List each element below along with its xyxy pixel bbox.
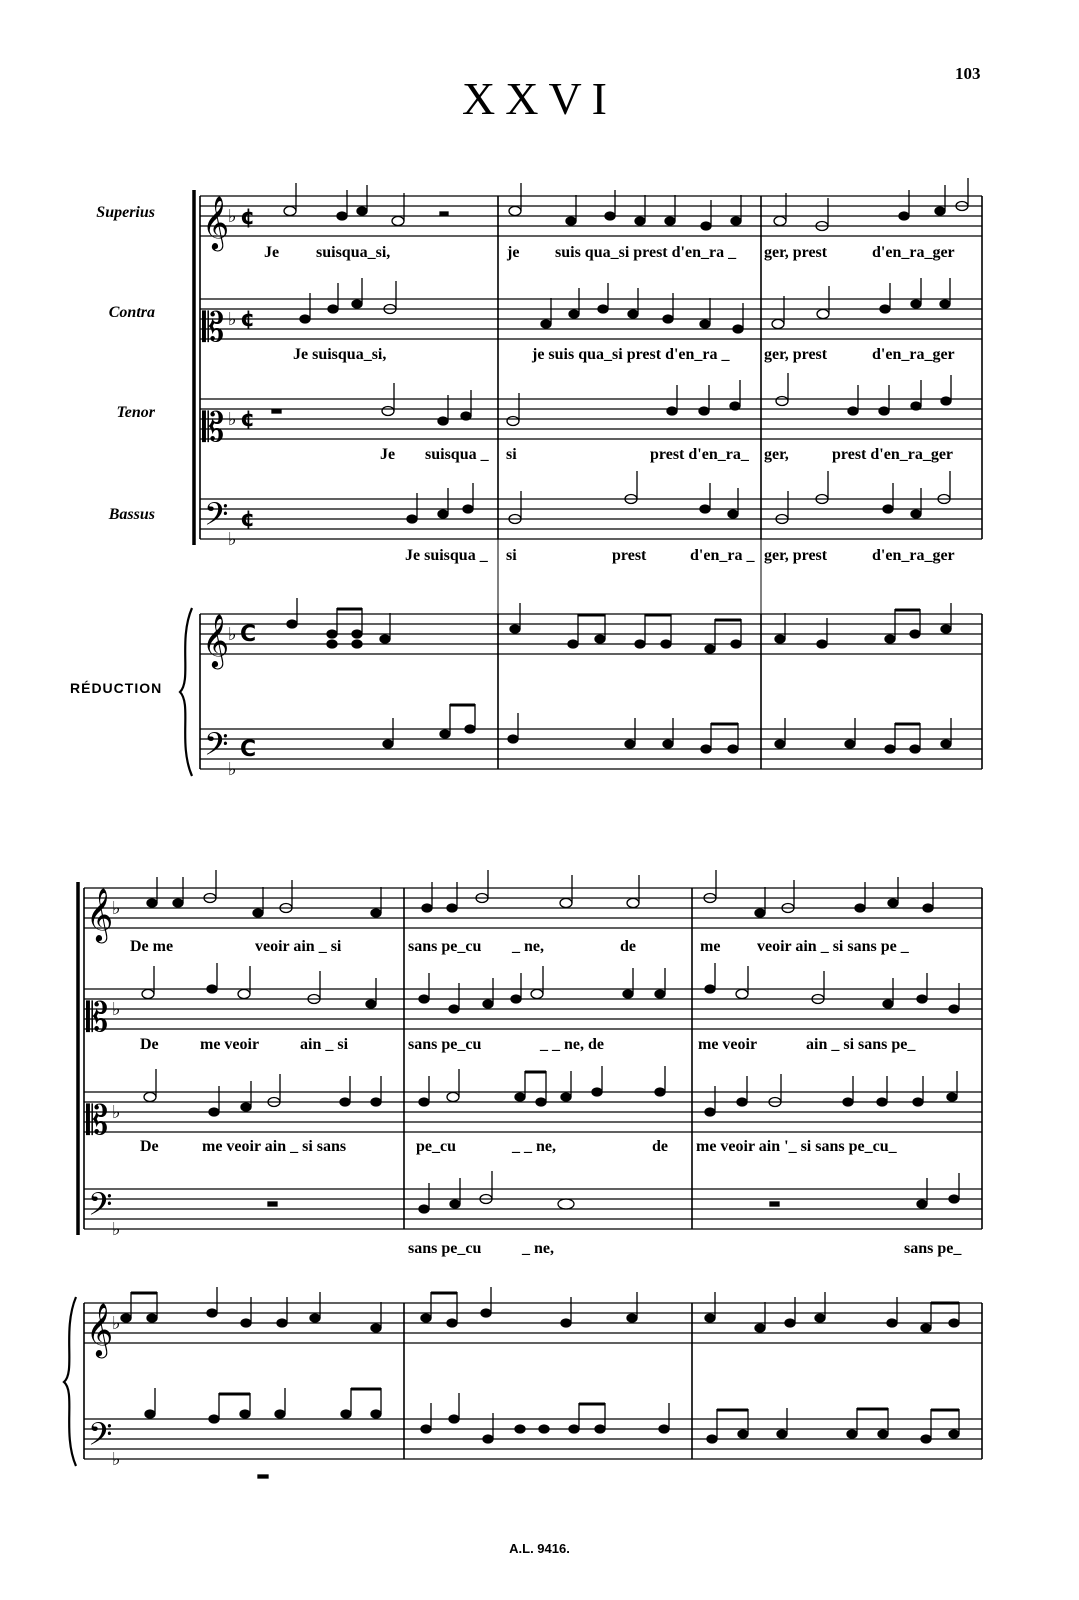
svg-text:♭: ♭: [228, 409, 237, 430]
lyric-syllable: d'en_ra_ger: [872, 547, 955, 564]
lyric-syllable: je: [507, 244, 520, 261]
lyric-syllable: me veoir: [698, 1036, 758, 1053]
piano-brace: [64, 1297, 76, 1466]
notes-system-2: [121, 870, 962, 1478]
svg-text:𝄡: 𝄡: [202, 405, 225, 451]
piece-title: XXVI: [462, 73, 617, 124]
lyric-syllable: Je: [380, 446, 396, 463]
lyric-syllable: prest d'en_ra_ger: [832, 446, 954, 463]
part-label-superius: Superius: [96, 204, 155, 221]
lyric-syllable: Je suisqua_si,: [293, 346, 387, 363]
svg-text:♭: ♭: [112, 1102, 121, 1123]
svg-text:¢: ¢: [240, 307, 256, 332]
svg-text:C: C: [240, 737, 257, 762]
system-2: [64, 882, 982, 1466]
lyric-syllable: sans pe_cu: [408, 1036, 482, 1053]
svg-text:♭: ♭: [228, 206, 237, 227]
part-label-bassus: Bassus: [108, 506, 155, 523]
lyric-syllable: ger, prest: [764, 547, 828, 564]
svg-text:𝄡: 𝄡: [86, 995, 109, 1041]
lyric-syllable: De me: [130, 938, 174, 955]
lyric-syllable: ger, prest: [764, 244, 828, 261]
lyric-syllable: Je: [264, 244, 280, 261]
lyric-syllable: _ _ ne, de: [540, 1036, 604, 1053]
lyric-syllable: de: [620, 938, 636, 955]
lyric-syllable: de: [652, 1138, 668, 1155]
svg-text:♭: ♭: [112, 1449, 121, 1470]
svg-text:𝄢: 𝄢: [204, 496, 229, 540]
lyric-syllable: ain _ si sans pe_: [806, 1036, 916, 1053]
barlines: [194, 190, 982, 769]
lyric-syllable: me veoir: [200, 1036, 260, 1053]
publisher-plate-number: A.L. 9416.: [509, 1541, 570, 1556]
svg-text:𝄢: 𝄢: [88, 1416, 113, 1460]
lyric-syllable: me veoir ain _ si sans: [202, 1138, 347, 1155]
lyric-syllable: si: [506, 446, 517, 463]
lyric-syllable: d'en_ra_ger: [872, 244, 955, 261]
svg-text:C: C: [240, 622, 257, 647]
svg-text:♭: ♭: [228, 624, 237, 645]
lyric-syllable: ger,: [764, 446, 789, 463]
svg-text:♭: ♭: [228, 759, 237, 780]
lyric-syllable: _ ne,: [512, 938, 544, 955]
part-label-tenor: Tenor: [116, 404, 155, 421]
svg-text:𝄡: 𝄡: [86, 1098, 109, 1144]
svg-text:♭: ♭: [228, 309, 237, 330]
staff-lines: [84, 888, 982, 1459]
lyric-syllable: veoir ain _ si sans pe _: [757, 938, 909, 955]
lyric-syllable: je suis qua_si prest d'en_ra _: [532, 346, 730, 363]
lyric-syllable: suis qua_si prest d'en_ra _: [555, 244, 737, 261]
svg-text:𝄢: 𝄢: [204, 726, 229, 770]
piano-brace: [180, 608, 192, 776]
lyric-syllable: ain _ si: [300, 1036, 349, 1053]
lyric-syllable: d'en_ra _: [690, 547, 755, 564]
svg-text:𝄞: 𝄞: [86, 887, 114, 941]
svg-text:¢: ¢: [240, 205, 256, 230]
clefs-system-2: [86, 887, 121, 1470]
lyric-syllable: prest: [612, 547, 647, 564]
lyric-syllable: me veoir ain '_ si sans pe_cu_: [696, 1138, 897, 1155]
lyric-syllable: suisqua_si,: [316, 244, 391, 261]
svg-text:♭: ♭: [112, 898, 121, 919]
svg-text:♭: ♭: [112, 1219, 121, 1240]
lyric-syllable: De: [140, 1138, 159, 1155]
lyric-syllable: De: [140, 1036, 159, 1053]
lyric-syllable: me: [700, 938, 721, 955]
lyric-syllable: sans pe_cu: [408, 1240, 482, 1257]
clefs-system-1: [202, 195, 256, 780]
notes-system-1: [272, 178, 968, 753]
staff-lines: [200, 196, 982, 769]
svg-text:♭: ♭: [112, 999, 121, 1020]
svg-text:𝄞: 𝄞: [202, 195, 230, 249]
lyric-syllable: si: [506, 547, 517, 564]
lyric-syllable: _ _ ne,: [512, 1138, 556, 1155]
lyric-syllable: sans pe_cu: [408, 938, 482, 955]
svg-text:¢: ¢: [240, 407, 256, 432]
svg-text:𝄞: 𝄞: [86, 1302, 114, 1356]
svg-text:𝄞: 𝄞: [202, 613, 230, 667]
svg-text:𝄡: 𝄡: [202, 305, 225, 351]
lyric-syllable: veoir ain _ si: [255, 938, 342, 955]
lyric-syllable: prest d'en_ra_: [650, 446, 749, 463]
page-number: 103: [955, 64, 981, 83]
svg-text:♭: ♭: [228, 529, 237, 550]
lyric-syllable: ger, prest: [764, 346, 828, 363]
system-1: [180, 190, 982, 776]
svg-text:𝄢: 𝄢: [88, 1186, 113, 1230]
lyric-syllable: suisqua _: [425, 446, 489, 463]
svg-text:¢: ¢: [240, 507, 256, 532]
lyric-syllable: sans pe_: [904, 1240, 962, 1257]
part-label-reduction: RÉDUCTION: [70, 680, 163, 696]
svg-text:♭: ♭: [112, 1313, 121, 1334]
lyric-syllable: Je suisqua _: [405, 547, 488, 564]
part-label-contra: Contra: [108, 304, 155, 321]
lyric-syllable: _ ne,: [522, 1240, 554, 1257]
barlines: [78, 882, 982, 1459]
lyric-syllable: d'en_ra_ger: [872, 346, 955, 363]
lyric-syllable: pe_cu: [416, 1138, 456, 1155]
